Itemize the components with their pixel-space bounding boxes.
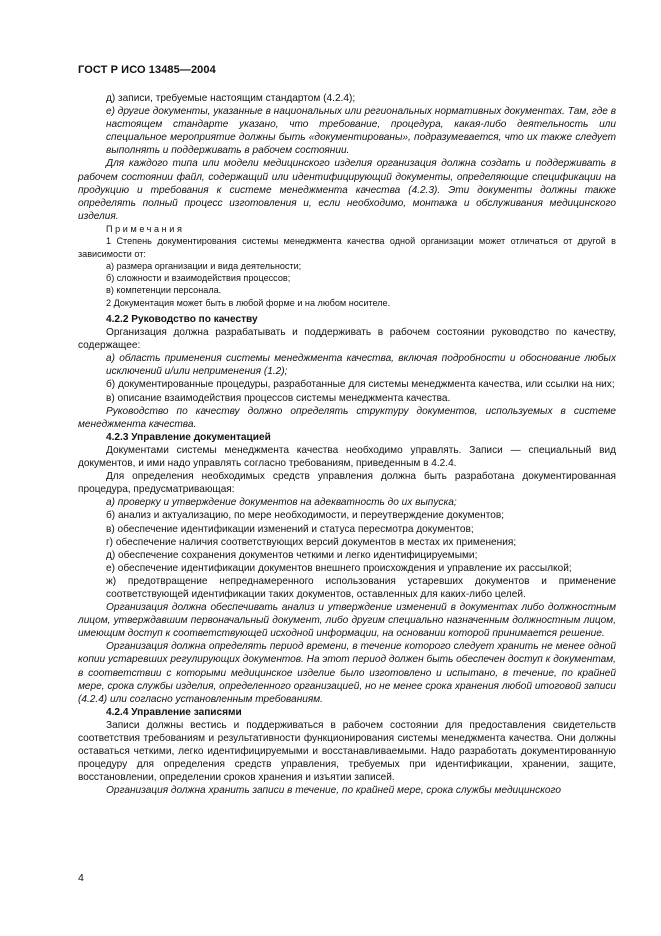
document-body: [78, 92, 616, 797]
list-item-423-b: б) анализ и актуализацию, по мере необходимости, и переутверждение документов;: [106, 510, 505, 522]
paragraph-423-p1: Документами системы менеджмента качества необходимо управлять. Записи — специальный вид документов, и ими надо управлять согласно требованиям, приведенным в 4.2.4.: [78, 444, 616, 470]
notes-block: [78, 223, 616, 309]
paragraph-424-p1: Записи должны вестись и поддерживаться в рабочем состоянии для предоставления свидетельств соответствия требованиям и результативности функционирования системы менеджмента качества. Они должны оставаться четкими, легко идентифицируемыми и восстанавливаемыми. Надо разработать документированную процедуру для определения средств управления, требуемых при идентификации, хранении, защите, восстановлении, определении сроков хранения и изъятии записей.: [78, 719, 616, 784]
list-item-422-c: в) описание взаимодействия процессов системы менеджмента качества.: [106, 392, 451, 404]
paragraph-device-file: Для каждого типа или модели медицинского изделия организация должна создать и поддерживать в рабочем состоянии файл, содержащий или идентифицирующий документы, определяющие спецификации на продукцию и требования к системе менеджмента качества (4.2.3). Эти документы должны также определять полный процесс изготовления и, если необходимо, монтажа и обслуживания медицинского изделия.: [78, 158, 616, 222]
list-item-d-records: д) записи, требуемые настоящим стандартом (4.2.4);: [106, 93, 356, 104]
paragraph-424-p2: Организация должна хранить записи в течение, по крайней мере, срока службы медицинского: [106, 785, 561, 797]
note-item-a: а) размера организации и вида деятельности;: [106, 260, 302, 271]
notes-title: Примечания: [106, 223, 185, 234]
section-heading-4-2-2: 4.2.2 Руководство по качеству: [106, 314, 258, 326]
page-number: 4: [78, 872, 84, 884]
paragraph-423-p4: Организация должна определять период времени, в течение которого следует хранить не менее одной копии устаревших регулирующих документов. На этот период должен быть обеспечен доступ к документам, в соответствии с которыми медицинское изделие было изготовлено и испытано, в течение, по крайней мере, срока службы изделия, определенного организацией, но не менее срока хранения любой итоговой записи (4.2.4) или согласно установленным требованиям.: [78, 641, 616, 705]
paragraph-423-p3: Организация должна обеспечивать анализ и утверждение изменений в документах либо должностным лицом, утверждавшим первоначальный документ, либо другим специально назначенным должностным лицом, имеющим доступ к соответствующей исходной информации, на основании которой принимается решение.: [78, 602, 616, 640]
note-2: 2 Документация может быть в любой форме и на любом носителе.: [106, 297, 391, 308]
list-item-422-a: а) область применения системы менеджмента качества, включая подробности и обоснование любых исключений и/или неприменения (1.2);: [106, 353, 616, 378]
list-item-423-a: а) проверку и утверждение документов на адекватность до их выпуска;: [106, 497, 457, 509]
section-heading-4-2-3: 4.2.3 Управление документацией: [106, 431, 271, 443]
list-item-423-f: е) обеспечение идентификации документов внешнего происхождения и управление их рассылкой;: [106, 562, 572, 574]
note-1: 1 Степень документирования системы менеджмента качества одной организации может отличаться от другой в зависимости от:: [78, 236, 616, 259]
list-item-423-g: ж) предотвращение непреднамеренного использования устаревших документов и применение соответствующей идентификации таких документов, оставленных для каких-либо целей.: [106, 575, 616, 600]
list-item-423-e: д) обеспечение сохранения документов четкими и легко идентифицируемыми;: [106, 549, 478, 561]
list-item-e-other-documents: е) другие документы, указанные в национальных или региональных нормативных документах. Там, где в настоящем стандарте указано, что требование, процедура, какая-либо деятельность или специальное мероприятие должны быть «документированы», подразумевается, что их также следует выполнять и поддерживать в рабочем состоянии.: [106, 106, 616, 157]
list-item-423-d: г) обеспечение наличия соответствующих версий документов в местах их применения;: [106, 536, 517, 548]
list-item-423-c: в) обеспечение идентификации изменений и статуса пересмотра документов;: [106, 523, 474, 535]
paragraph-423-p2: Для определения необходимых средств управления должна быть разработана документированная процедура, предусматривающая:: [78, 471, 616, 496]
list-item-422-b: б) документированные процедуры, разработанные для системы менеджмента качества, или ссылки на них;: [106, 379, 615, 391]
standard-header: ГОСТ Р ИСО 13485—2004: [78, 64, 216, 76]
paragraph-422-intro: Организация должна разрабатывать и поддерживать в рабочем состоянии руководство по качеству, содержащее:: [78, 327, 616, 352]
note-item-c: в) компетенции персонала.: [106, 285, 222, 296]
section-heading-4-2-4: 4.2.4 Управление записями: [106, 706, 242, 718]
note-item-b: б) сложности и взаимодействия процессов;: [106, 273, 291, 284]
paragraph-422-closing: Руководство по качеству должно определять структуру документов, используемых в системе менеджмента качества.: [78, 405, 616, 430]
